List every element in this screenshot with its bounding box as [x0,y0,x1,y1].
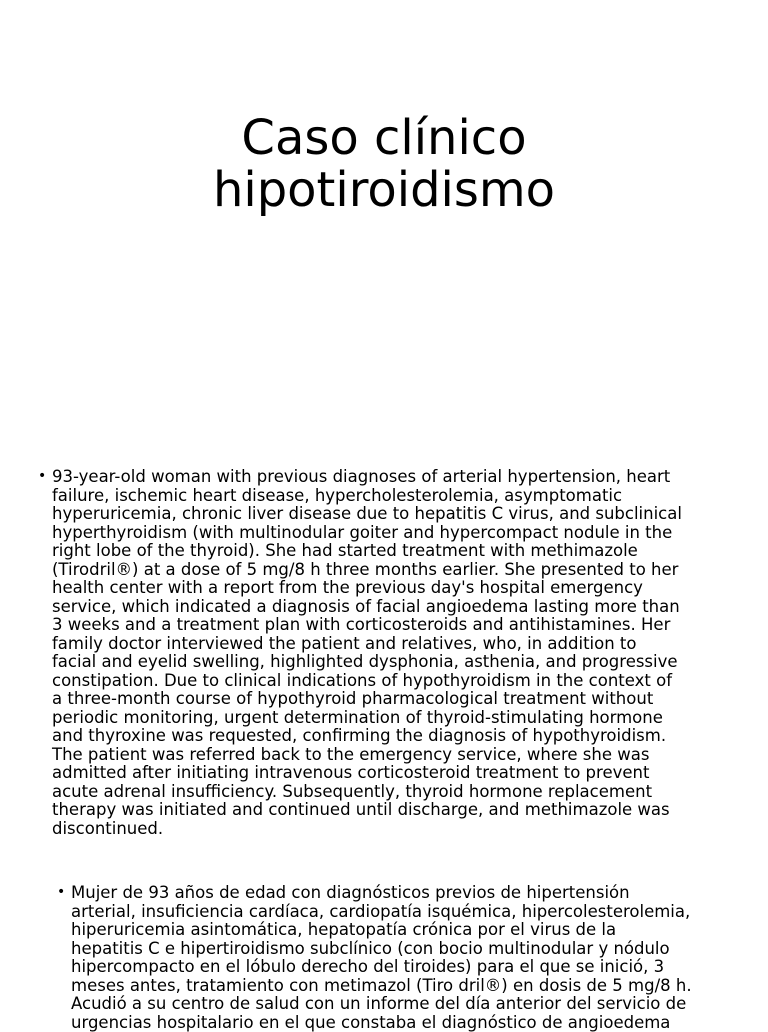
paragraph-line: right lobe of the thyroid). She had started treatment with methimazole [52,542,712,561]
paragraph-line: a three-month course of hypothyroid pharmacological treatment without [52,690,712,709]
paragraph-line: admitted after initiating intravenous corticosteroid treatment to prevent [52,764,712,783]
paragraph-line: The patient was referred back to the emergency service, where she was [52,746,712,765]
paragraph-line: hiperuricemia asintomática, hepatopatía crónica por el virus de la [71,921,716,940]
paragraph-line: 3 weeks and a treatment plan with corticosteroids and antihistamines. Her [52,616,712,635]
paragraph-line: (Tirodril®) at a dose of 5 mg/8 h three months earlier. She presented to her [52,561,712,580]
paragraph-line: hyperthyroidism (with multinodular goiter and hypercompact nodule in the [52,524,712,543]
paragraph-line: urgencias hospitalario en el que constaba el diagnóstico de angioedema [71,1014,716,1032]
bullet-icon: • [57,883,65,902]
paragraph-line: constipation. Due to clinical indications of hypothyroidism in the context of [52,672,712,691]
paragraph-line: service, which indicated a diagnosis of facial angioedema lasting more than [52,598,712,617]
paragraph-line: hepatitis C e hipertiroidismo subclínico (con bocio multinodular y nódulo [71,940,716,959]
paragraph-line: Acudió a su centro de salud con un informe del día anterior del servicio de [71,995,716,1014]
paragraph-line: failure, ischemic heart disease, hypercholesterolemia, asymptomatic [52,487,712,506]
paragraph-line: discontinued. [52,820,712,839]
paragraph-line: hyperuricemia, chronic liver disease due to hepatitis C virus, and subclinical [52,505,712,524]
page-title [0,112,768,216]
paragraph-line: acute adrenal insufficiency. Subsequently, thyroid hormone replacement [52,783,712,802]
paragraph-line: health center with a report from the previous day's hospital emergency [52,579,712,598]
paragraph-line: therapy was initiated and continued until discharge, and methimazole was [52,801,712,820]
paragraph-line: periodic monitoring, urgent determination of thyroid-stimulating hormone [52,709,712,728]
english-case-paragraph [52,468,712,838]
paragraph-line: and thyroxine was requested, confirming the diagnosis of hypothyroidism. [52,727,712,746]
spanish-case-paragraph [71,884,716,1032]
paragraph-line: arterial, insuficiencia cardíaca, cardiopatía isquémica, hipercolesterolemia, [71,903,716,922]
paragraph-line: hipercompacto en el lóbulo derecho del tiroides) para el que se inició, 3 [71,958,716,977]
paragraph-line: facial and eyelid swelling, highlighted dysphonia, asthenia, and progressive [52,653,712,672]
paragraph-line: meses antes, tratamiento con metimazol (Tiro dril®) en dosis de 5 mg/8 h. [71,977,716,996]
title-line-2: hipotiroidismo [0,164,768,216]
title-line-1: Caso clínico [0,112,768,164]
paragraph-line: 93-year-old woman with previous diagnoses of arterial hypertension, heart [52,468,712,487]
bullet-icon: • [38,467,46,486]
paragraph-line: Mujer de 93 años de edad con diagnósticos previos de hipertensión [71,884,716,903]
paragraph-line: family doctor interviewed the patient and relatives, who, in addition to [52,635,712,654]
